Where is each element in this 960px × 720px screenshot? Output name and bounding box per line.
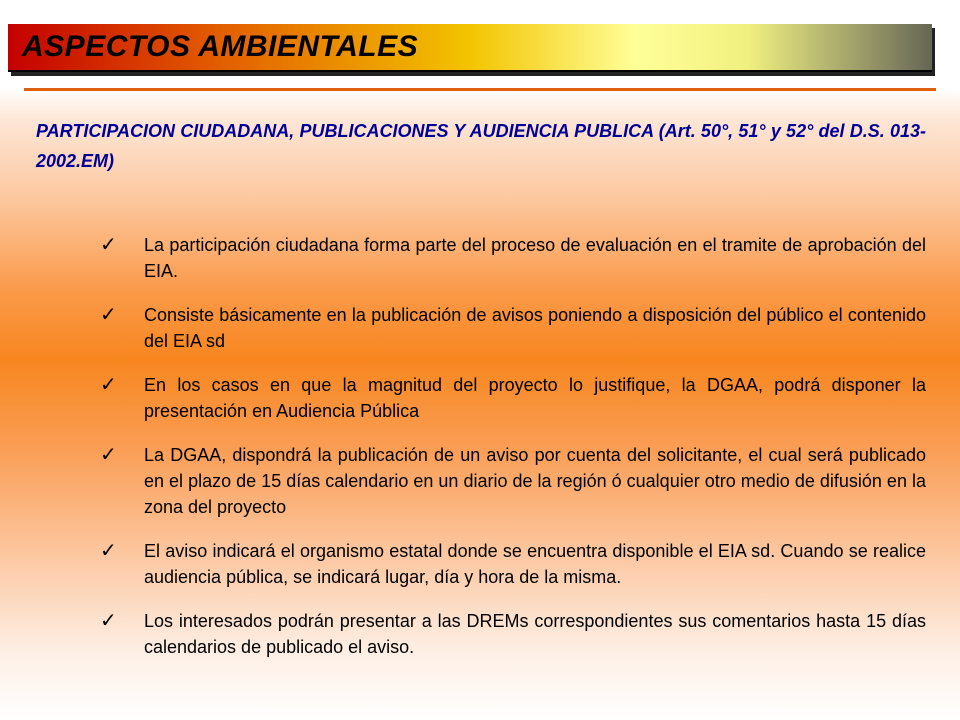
bullet-item [100, 608, 926, 660]
checkmark-icon: ✓ [100, 374, 117, 396]
bullet-item [100, 538, 926, 590]
checkmark-icon: ✓ [100, 444, 117, 466]
bullet-text: En los casos en que la magnitud del proyecto lo justifique, la DGAA, podrá disponer la presentación en Audiencia Pública [144, 375, 926, 421]
title-bar [8, 24, 932, 72]
checkmark-icon: ✓ [100, 304, 117, 326]
bullet-item [100, 302, 926, 354]
checkmark-icon: ✓ [100, 610, 117, 632]
divider [24, 88, 936, 91]
checkmark-icon: ✓ [100, 234, 117, 256]
page-title: ASPECTOS AMBIENTALES [22, 30, 419, 63]
bullet-text: Consiste básicamente en la publicación de avisos poniendo a disposición del público el contenido del EIA sd [144, 305, 926, 351]
bullet-item [100, 232, 926, 284]
bullet-text: Los interesados podrán presentar a las DREMs correspondientes sus comentarios hasta 15 días calendarios de publicado el aviso. [144, 611, 926, 657]
checkmark-icon: ✓ [100, 540, 117, 562]
bullet-text: La DGAA, dispondrá la publicación de un aviso por cuenta del solicitante, el cual será publicado en el plazo de 15 días calendario en un diario de la región ó cualquier otro medio de difusión en la zona del proyecto [144, 445, 926, 517]
bullet-item [100, 372, 926, 424]
bullet-text: El aviso indicará el organismo estatal donde se encuentra disponible el EIA sd. Cuando se realice audiencia pública, se indicará lugar, día y hora de la misma. [144, 541, 926, 587]
section-subtitle: PARTICIPACION CIUDADANA, PUBLICACIONES Y AUDIENCIA PUBLICA (Art. 50°, 51° y 52° del D.S. 013-2002.EM) [36, 121, 926, 171]
bullet-item [100, 442, 926, 520]
bullet-list [100, 232, 926, 678]
bullet-text: La participación ciudadana forma parte del proceso de evaluación en el tramite de aprobación del EIA. [144, 235, 926, 281]
